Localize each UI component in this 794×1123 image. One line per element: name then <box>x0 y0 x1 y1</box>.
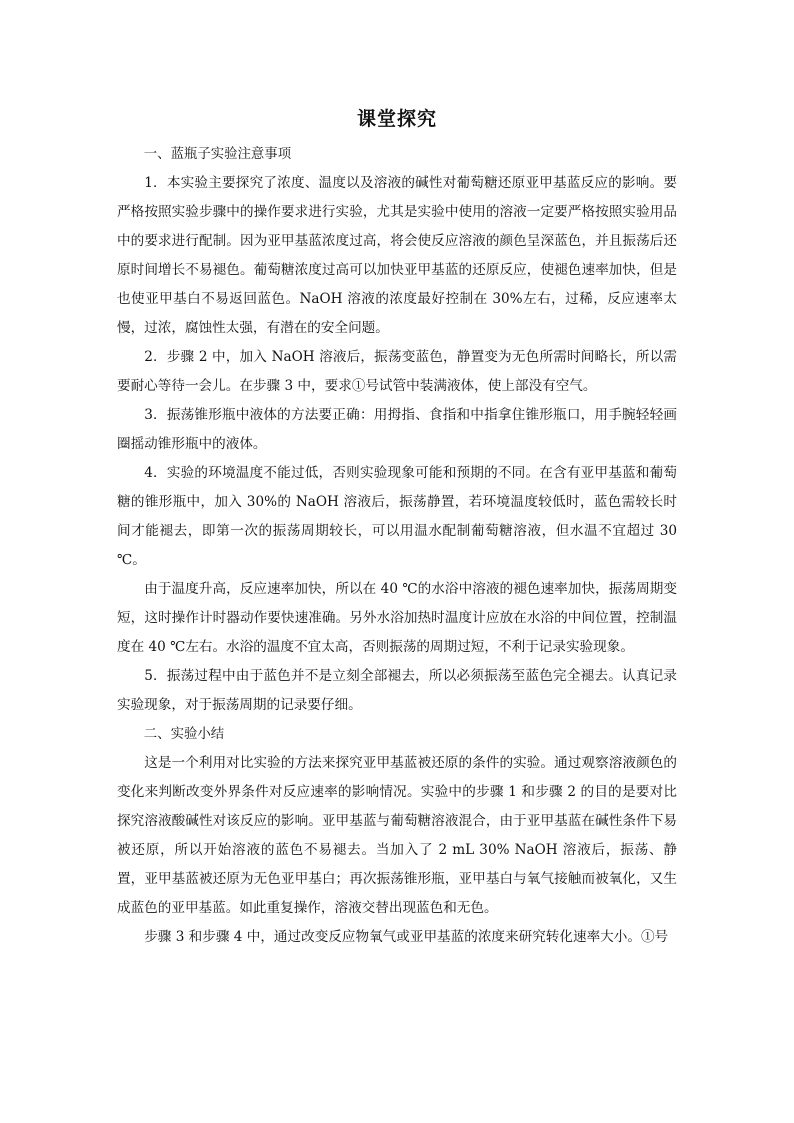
paragraph-note-1: 1．本实验主要探究了浓度、温度以及溶液的碱性对葡萄糖还原亚甲基蓝反应的影响。要严格按照实验步骤中的操作要求进行实验，尤其是实验中使用的溶液一定要严格按照实验用品中的要求进行配制。因为亚甲基蓝浓度过高，将会使反应溶液的颜色呈深蓝色，并且振荡后还原时间增长不易褪色。葡萄糖浓度过高可以加快亚甲基蓝的还原反应，使褪色速率加快，但是也使亚甲基白不易返回蓝色。NaOH 溶液的浓度最好控制在 30%左右，过稀，反应速率太慢，过浓，腐蚀性太强，有潜在的安全问题。 <box>117 175 677 336</box>
section-heading-notes: 一、蓝瓶子实验注意事项 <box>143 147 292 162</box>
page-title: 课堂探究 <box>356 108 437 130</box>
section-heading-summary: 二、实验小结 <box>143 727 225 742</box>
document-body <box>117 140 677 952</box>
paragraph-note-4-continued: 由于温度升高，反应速率加快，所以在 40 ℃的水浴中溶液的褪色速率加快，振荡周期变短，这时操作计时器动作要快速准确。另外水浴加热时温度计应放在水浴的中间位置，控制温度在 40 ℃左右。水浴的温度不宜太高，否则振荡的周期过短，不利于记录实验现象。 <box>117 581 677 655</box>
paragraph-note-4: 4．实验的环境温度不能过低，否则实验现象可能和预期的不同。在含有亚甲基蓝和葡萄糖的锥形瓶中，加入 30%的 NaOH 溶液后，振荡静置，若环境温度较低时，蓝色需较长时间才能褪去，即第一次的振荡周期较长，可以用温水配制葡萄糖溶液，但水温不宜超过 30 ℃。 <box>117 465 677 568</box>
paragraph-note-2: 2．步骤 2 中，加入 NaOH 溶液后，振荡变蓝色，静置变为无色所需时间略长，所以需要耐心等待一会儿。在步骤 3 中，要求①号试管中装满液体，使上部没有空气。 <box>117 349 677 394</box>
paragraph-note-3: 3．振荡锥形瓶中液体的方法要正确：用拇指、食指和中指拿住锥形瓶口，用手腕轻轻画圈摇动锥形瓶中的液体。 <box>117 407 677 452</box>
paragraph-summary-2: 步骤 3 和步骤 4 中，通过改变反应物氧气或亚甲基蓝的浓度来研究转化速率大小。①号 <box>144 929 669 945</box>
paragraph-note-5: 5．振荡过程中由于蓝色并不是立刻全部褪去，所以必须振荡至蓝色完全褪去。认真记录实验现象，对于振荡周期的记录要仔细。 <box>117 668 677 713</box>
paragraph-summary-1: 这是一个利用对比实验的方法来探究亚甲基蓝被还原的条件的实验。通过观察溶液颜色的变化来判断改变外界条件对反应速率的影响情况。实验中的步骤 1 和步骤 2 的目的是要对比探究溶液酸碱性对该反应的影响。亚甲基蓝与葡萄糖溶液混合，由于亚甲基蓝在碱性条件下易被还原，所以开始溶液的蓝色不易褪去。当加入了 2 mL 30% NaOH 溶液后，振荡、静置，亚甲基蓝被还原为无色亚甲基白；再次振荡锥形瓶，亚甲基白与氧气接触而被氧化，又生成蓝色的亚甲基蓝。如此重复操作，溶液交替出现蓝色和无色。 <box>117 755 677 916</box>
